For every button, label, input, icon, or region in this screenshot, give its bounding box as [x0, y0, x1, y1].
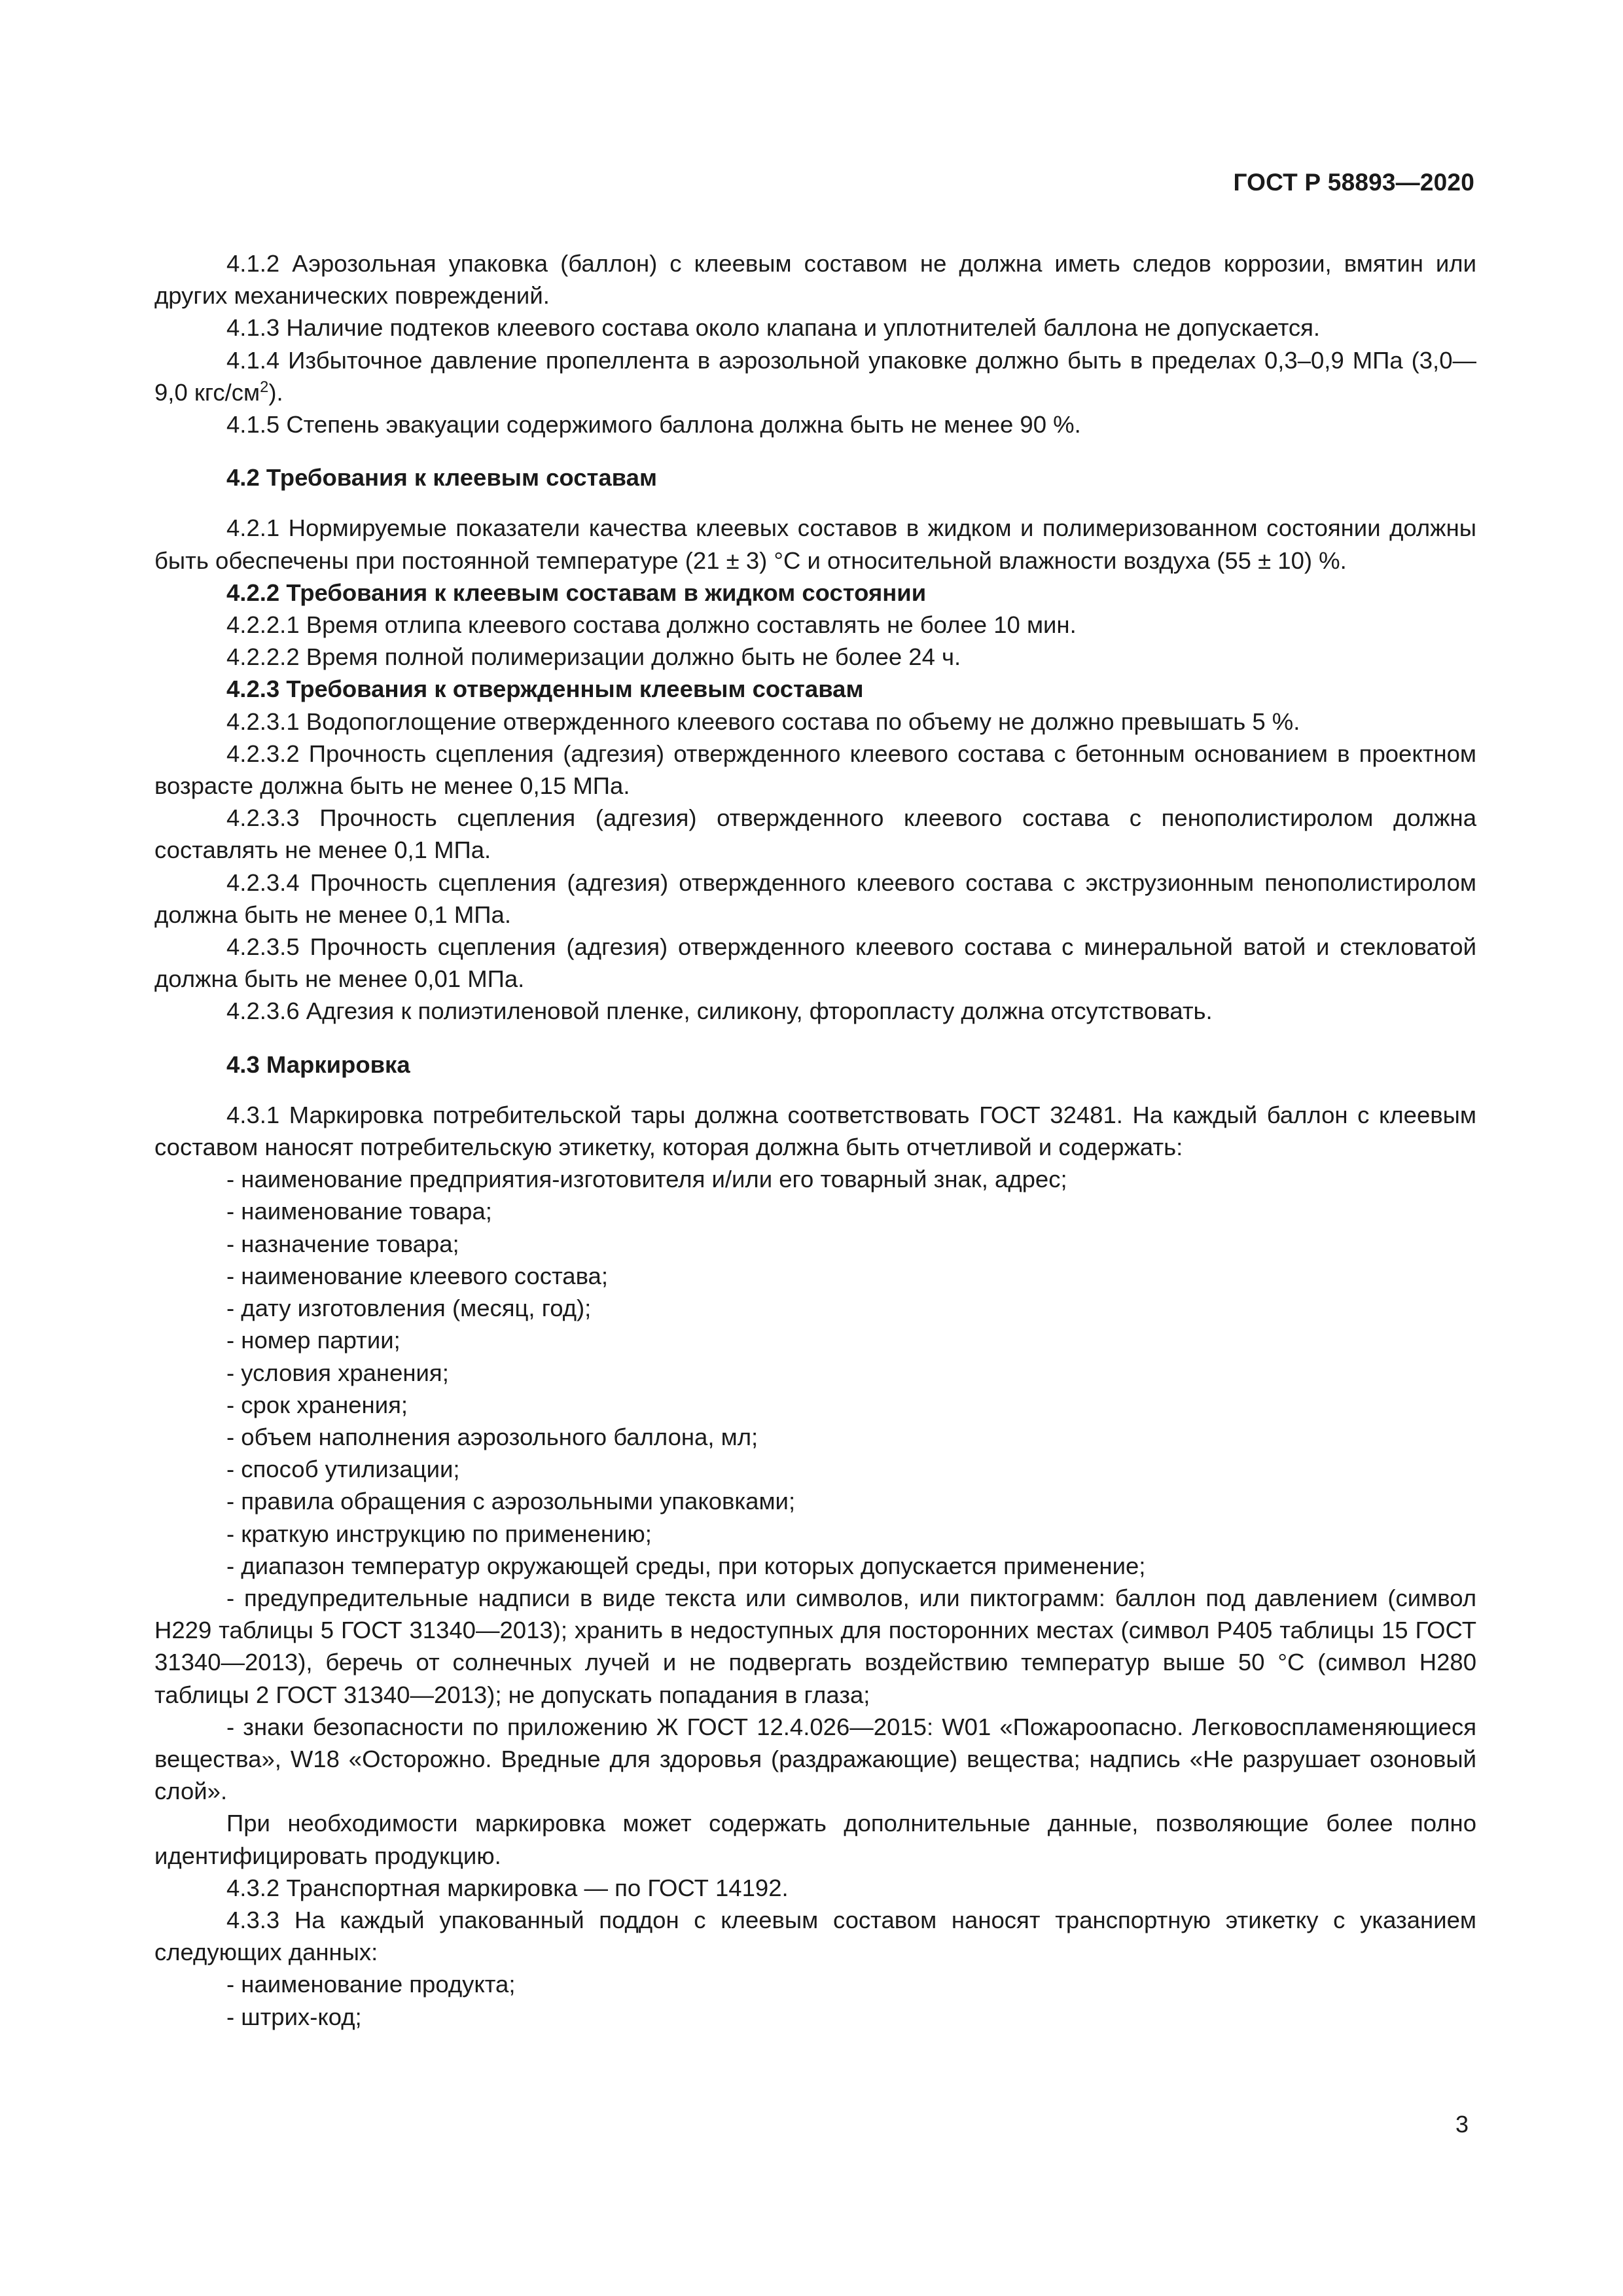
paragraph-4-1-4-end: ). — [268, 378, 283, 406]
paragraph-4-2-3-4: 4.2.3.4 Прочность сцепления (адгезия) отвержденного клеевого состава с экструзионным пенополистиролом должна быть не менее 0,1 МПа. — [154, 869, 1476, 928]
paragraph-4-1-5: 4.1.5 Степень эвакуации содержимого баллона должна быть не менее 90 %. — [226, 411, 1081, 439]
paragraph-4-2-3-2: 4.2.3.2 Прочность сцепления (адгезия) отвержденного клеевого состава с бетонным основанием в проектном возрасте должна быть не менее 0,15 МПа. — [154, 740, 1476, 800]
paragraph-4-2-2-1: 4.2.2.1 Время отлипа клеевого состава должно составлять не более 10 мин. — [226, 611, 1077, 639]
document-header-standard: ГОСТ Р 58893—2020 — [1233, 169, 1474, 196]
subheading-4-2-2: 4.2.2 Требования к клеевым составам в жидком состоянии — [226, 579, 927, 606]
list-item: - способ утилизации; — [226, 1456, 460, 1483]
paragraph-4-2-3-6: 4.2.3.6 Адгезия к полиэтиленовой пленке, силикону, фторопласту должна отсутствовать. — [226, 997, 1213, 1025]
list-item: - срок хранения; — [226, 1391, 408, 1418]
list-item: - дату изготовления (месяц, год); — [226, 1295, 592, 1322]
document-body — [154, 247, 1476, 2033]
section-heading-4-2: 4.2 Требования к клеевым составам — [226, 464, 657, 492]
list-item: - правила обращения с аэрозольными упаковками; — [226, 1488, 796, 1515]
list-item: - штрих-код; — [226, 2003, 362, 2030]
list-item: - наименование продукта; — [226, 1971, 516, 1998]
paragraph-4-2-3-3: 4.2.3.3 Прочность сцепления (адгезия) отвержденного клеевого состава с пенополистиролом должна составлять не менее 0,1 МПа. — [154, 804, 1476, 864]
paragraph-4-1-2: 4.1.2 Аэрозольная упаковка (баллон) с клеевым составом не должна иметь следов коррозии, вмятин или других механических повреждений. — [154, 250, 1476, 310]
paragraph-4-3-1: 4.3.1 Маркировка потребительской тары должна соответствовать ГОСТ 32481. На каждый баллон с клеевым составом наносят потребительскую этикетку, которая должна быть отчетливой и содержать: — [154, 1101, 1476, 1161]
page-number: 3 — [1455, 2111, 1469, 2138]
list-item: - условия хранения; — [226, 1359, 449, 1386]
subheading-4-2-3: 4.2.3 Требования к отвержденным клеевым составам — [226, 675, 864, 703]
list-item-safety-signs: - знаки безопасности по приложению Ж ГОСТ 12.4.026—2015: W01 «Пожароопасно. Легковоспламеняющиеся вещества», W18 «Осторожно. Вредные для здоровья (раздражающие) вещества; надпись «Не разрушает озоновый слой». — [154, 1713, 1476, 1805]
list-item: - диапазон температур окружающей среды, при которых допускается применение; — [226, 1552, 1146, 1579]
list-item: - наименование клеевого состава; — [226, 1262, 609, 1289]
paragraph-4-3-3: 4.3.3 На каждый упакованный поддон с клеевым составом наносят транспортную этикетку с указанием следующих данных: — [154, 1906, 1476, 1966]
paragraph-additional-data: При необходимости маркировка может содержать дополнительные данные, позволяющие более полно идентифицировать продукцию. — [154, 1810, 1476, 1869]
paragraph-4-3-2: 4.3.2 Транспортная маркировка — по ГОСТ 14192. — [226, 1874, 789, 1901]
list-item: - назначение товара; — [226, 1230, 459, 1257]
list-item-warnings: - предупредительные надписи в виде текста или символов, или пиктограмм: баллон под давлением (символ Н229 таблицы 5 ГОСТ 31340—2013); хранить в недоступных для посторонних местах (символ Р405 таблицы 15 ГОСТ 31340—2013), беречь от солнечных лучей и не подвергать воздействию температур выше 50 °С (символ Н280 таблицы 2 ГОСТ 31340—2013); не допускать попадания в глаза; — [154, 1584, 1476, 1708]
list-item: - наименование предприятия-изготовителя и/или его товарный знак, адрес; — [226, 1166, 1067, 1193]
paragraph-4-2-3-1: 4.2.3.1 Водопоглощение отвержденного клеевого состава по объему не должно превышать 5 %. — [226, 708, 1300, 735]
list-item: - краткую инструкцию по применению; — [226, 1520, 652, 1547]
paragraph-4-1-4 — [154, 344, 1476, 408]
paragraph-4-1-4-text: 4.1.4 Избыточное давление пропеллента в аэрозольной упаковке должно быть в пределах 0,3–0,9 МПа (3,0—9,0 кгс/см — [154, 346, 1476, 406]
list-item: - объем наполнения аэрозольного баллона, мл; — [226, 1423, 758, 1450]
list-item: - номер партии; — [226, 1327, 401, 1354]
paragraph-4-2-1: 4.2.1 Нормируемые показатели качества клеевых составов в жидком и полимеризованном состоянии должны быть обеспечены при постоянной температуре (21 ± 3) °С и относительной влажности воздуха (55 ± 10) %. — [154, 514, 1476, 574]
list-item: - наименование товара; — [226, 1198, 492, 1225]
paragraph-4-1-3: 4.1.3 Наличие подтеков клеевого состава около клапана и уплотнителей баллона не допускается. — [226, 314, 1321, 342]
superscript-2: 2 — [260, 378, 269, 396]
paragraph-4-2-3-5: 4.2.3.5 Прочность сцепления (адгезия) отвержденного клеевого состава с минеральной ватой и стекловатой должна быть не менее 0,01 МПа. — [154, 933, 1476, 993]
paragraph-4-2-2-2: 4.2.2.2 Время полной полимеризации должно быть не более 24 ч. — [226, 643, 961, 671]
section-heading-4-3: 4.3 Маркировка — [226, 1050, 410, 1078]
